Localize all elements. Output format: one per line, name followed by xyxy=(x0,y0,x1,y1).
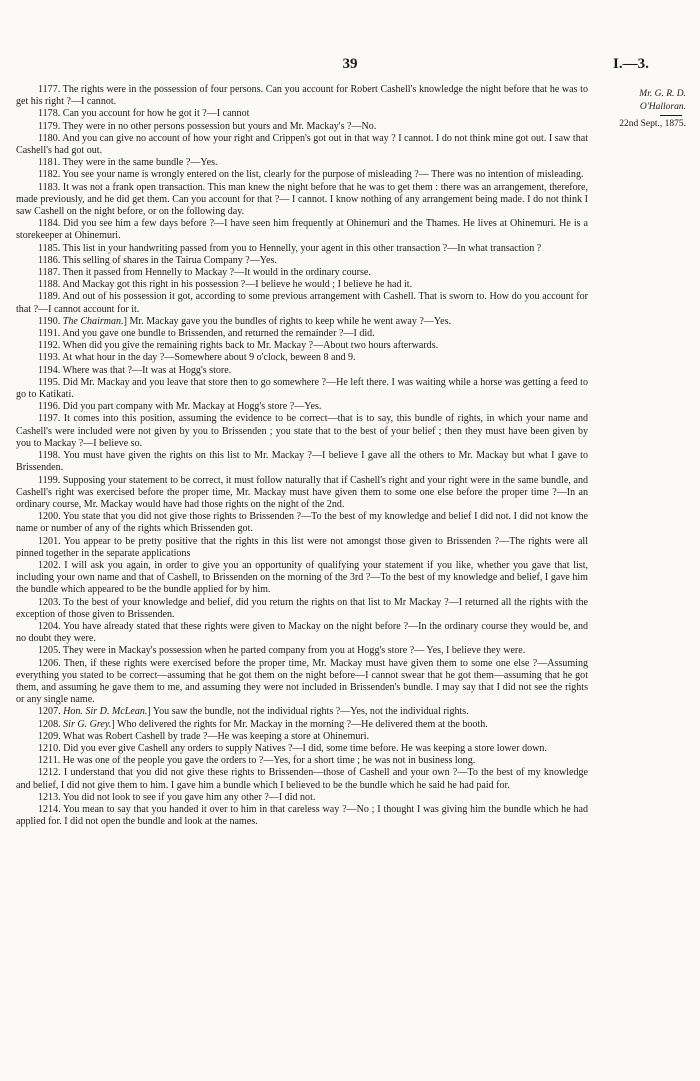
paragraph-text: 1188. And Mackay got this right in his possession ?—I believe he would ; I believe he had it. xyxy=(38,279,413,291)
page-reference: I.—3. xyxy=(613,56,649,72)
paragraph-text: 1206. Then, if these rights were exercised before the proper time, Mr. Mackay must have given them to some one else ?—Assuming everything you stated to be correct—assuming that he got them on the night before—I cannot swear that he got them—assuming that he got them, and assuming he gave them to me, and assuming they were not included in Brissenden's bundle. I may say that I did not see the rights or any single name. xyxy=(16,657,588,706)
paragraph-text: 1209. What was Robert Cashell by trade ?—He was keeping a store at Ohinemuri. xyxy=(38,730,369,742)
testimony-paragraph xyxy=(16,328,588,340)
testimony-paragraph xyxy=(16,597,588,621)
testimony-paragraph xyxy=(16,731,588,743)
paragraph-text-continued: ] You saw the bundle, not the individual rights ?—Yes, not the individual rights. xyxy=(147,706,469,718)
paragraph-text: 1196. Did you part company with Mr. Mackay at Hogg's store ?—Yes. xyxy=(38,401,322,413)
paragraph-text: 1207. xyxy=(38,706,64,718)
paragraph-text: 1214. You mean to say that you handed it over to him in that careless way ?—No ; I thought I was giving him the bundle which he had applied for. I did not open the bundle and look at the names. xyxy=(16,803,588,828)
testimony-paragraph xyxy=(16,645,588,657)
testimony-paragraph xyxy=(16,706,588,718)
testimony-paragraph xyxy=(16,792,588,804)
paragraph-text: 1205. They were in Mackay's possession when he parted company from you at Hogg's store ?— Yes, I believe they were. xyxy=(38,645,526,657)
testimony-paragraph xyxy=(16,450,588,474)
paragraph-text-continued: ] Who delivered the rights for Mr. Mackay in the morning ?—He delivered them at the booth. xyxy=(111,718,488,730)
testimony-paragraph xyxy=(16,291,588,315)
testimony-paragraph xyxy=(16,169,588,181)
paragraph-text: 1195. Did Mr. Mackay and you leave that store then to go somewhere ?—He left there. I was waiting while a horse was getting a feed to go to Katikati. xyxy=(16,376,588,401)
testimony-paragraph xyxy=(16,755,588,767)
testimony-paragraph xyxy=(16,279,588,291)
testimony-paragraph xyxy=(16,401,588,413)
testimony-paragraph xyxy=(16,621,588,645)
testimony-body xyxy=(16,84,588,828)
testimony-date: 22nd Sept., 1875. xyxy=(619,119,686,129)
testimony-paragraph xyxy=(16,255,588,267)
paragraph-text: 1193. At what hour in the day ?—Somewhere about 9 o'clock, beween 8 and 9. xyxy=(38,352,356,364)
paragraph-text: 1202. I will ask you again, in order to give you an opportunity of qualifying your statement if you like, whether you gave that list, including your own name and that of Cashell, to Brissenden on the morning of the 3rd ?—To the best of my knowledge and belief, I gave him the bundle which appeared to be the bundle applied for by him. xyxy=(16,559,588,596)
testimony-paragraph xyxy=(16,218,588,242)
paragraph-text: 1187. Then it passed from Hennelly to Mackay ?—It would in the ordinary course. xyxy=(38,267,371,279)
paragraph-text: 1180. And you can give no account of how your right and Crippen's got out in that way ? I cannot. I do not think mine got out. I saw that Cashell's had got out. xyxy=(16,132,588,157)
testimony-paragraph xyxy=(16,719,588,731)
paragraph-text: 1179. They were in no other persons possession but yours and Mr. Mackay's ?—No. xyxy=(38,120,377,132)
paragraph-text: 1190. xyxy=(38,315,63,327)
testimony-paragraph xyxy=(16,767,588,791)
speaker-name: Hon. Sir D. McLean. xyxy=(63,706,148,718)
paragraph-text: 1181. They were in the same bundle ?—Yes. xyxy=(38,157,218,169)
testimony-paragraph xyxy=(16,121,588,133)
paragraph-text: 1199. Supposing your statement to be correct, it must follow naturally that if Cashell's right and your right were in the same bundle, and Cashell's right was exercised before the proper time, Mr. Mackay must have given them to some one else before the proper time ?—In an ordinary course, Mr. Mackay would have had those rights on the night of the 2nd. xyxy=(16,474,588,510)
speaker-name: Sir G. Grey. xyxy=(63,718,112,730)
paragraph-text: 1200. You state that you did not give those rights to Brissenden ?—To the best of my knowledge and belief I did not. I did not know the name or number of any of the rights which Brissenden got. xyxy=(16,511,588,535)
testimony-paragraph xyxy=(16,365,588,377)
testimony-paragraph xyxy=(16,316,588,328)
testimony-paragraph xyxy=(16,536,588,560)
testimony-paragraph xyxy=(16,108,588,120)
margin-note xyxy=(596,88,686,131)
testimony-paragraph xyxy=(16,658,588,707)
paragraph-text: 1213. You did not look to see if you gave him any other ?—I did not. xyxy=(38,791,316,803)
paragraph-text: 1184. Did you see him a few days before ?—I have seen him frequently at Ohinemuri and the Thames. He lives at Ohinemuri. He is a storekeeper at Ohinemuri. xyxy=(16,218,588,242)
paragraph-text: 1185. This list in your handwriting passed from you to Hennelly, your agent in this other transaction ?—In what transaction ? xyxy=(38,242,542,254)
paragraph-text: 1212. I understand that you did not give these rights to Brissenden—those of Cashell and your own ?—To the best of my knowledge and belief, I did not give them to him. I gave him a bundle which I believed to be the bundle which he said he had paid for. xyxy=(16,767,588,791)
paragraph-text: 1208. xyxy=(38,718,64,730)
paragraph-text: 1177. The rights were in the possession of four persons. Can you account for Robert Cashell's knowledge the night before that he was to get his right ?—I cannot. xyxy=(16,84,588,108)
testimony-paragraph xyxy=(16,511,588,535)
paragraph-text: 1203. To the best of your knowledge and belief, did you return the rights on that list to Mr Mackay ?—I returned all the rights with the exception of those given to Brissenden. xyxy=(16,596,588,620)
testimony-paragraph xyxy=(16,243,588,255)
testimony-paragraph xyxy=(16,182,588,219)
testimony-paragraph xyxy=(16,157,588,169)
testimony-paragraph xyxy=(16,84,588,108)
paragraph-text: 1191. And you gave one bundle to Brissenden, and returned the remainder ?—I did. xyxy=(38,328,375,340)
testimony-paragraph xyxy=(16,377,588,401)
paragraph-text: 1201. You appear to be pretty positive that the rights in this list were not amongst those given to Brissenden ?—The rights were all pinned together in the separate applications xyxy=(16,535,588,559)
testimony-paragraph xyxy=(16,475,588,512)
testimony-paragraph xyxy=(16,267,588,279)
paragraph-text: 1197. It comes into this position, assuming the evidence to be correct—that is to say, this bundle of rights, in which your name and Cashell's were included were not given by you to Brissenden ; you state that to the best of your belief ; then they must have been given by you to Mackay ?—I believe so. xyxy=(16,413,588,449)
testimony-paragraph xyxy=(16,743,588,755)
paragraph-text: 1210. Did you ever give Cashell any orders to supply Natives ?—I did, some time before. He was keeping a store lower down. xyxy=(38,742,547,754)
testimony-paragraph xyxy=(16,352,588,364)
paragraph-text: 1192. When did you give the remaining rights back to Mr. Mackay ?—About two hours afterwards. xyxy=(38,340,439,352)
paragraph-text: 1182. You see your name is wrongly entered on the list, clearly for the purpose of misleading ?— There was no intention of misleading. xyxy=(38,169,584,181)
paragraph-text: 1178. Can you account for how he got it ?—I cannot xyxy=(38,108,250,120)
paragraph-text: 1183. It was not a frank open transaction. This man knew the night before that he was to get them : there was an arrangement, therefore, made previously, and he did get them. Can you account for that ?— I cannot. I know nothing of any arrangement being made. I do not think I saw Cashell on the night before, or on the following day. xyxy=(16,181,588,218)
testimony-paragraph xyxy=(16,133,588,157)
paragraph-text: 1198. You must have given the rights on this list to Mr. Mackay ?—I believe I gave all the others to Mr. Mackay but what I gave to Brissenden. xyxy=(16,450,588,474)
testimony-paragraph xyxy=(16,413,588,450)
paragraph-text: 1211. He was one of the people you gave the orders to ?—Yes, for a short time ; he was not in business long. xyxy=(38,755,476,767)
paragraph-text: 1204. You have already stated that these rights were given to Mackay on the night before ?—In the ordinary course they would be, and no doubt they were. xyxy=(16,620,588,645)
page-number: 39 xyxy=(342,56,358,72)
paragraph-text-continued: ] Mr. Mackay gave you the bundles of rights to keep while he went away ?—Yes. xyxy=(123,315,451,327)
witness-name: Mr. G. R. D. O'Halloran. xyxy=(639,89,686,112)
paragraph-text: 1189. And out of his possession it got, according to some previous arrangement with Cashell. That is sworn to. How do you account for that ?—I cannot account for it. xyxy=(16,291,588,315)
paragraph-text: 1194. Where was that ?—It was at Hogg's store. xyxy=(38,364,232,376)
testimony-paragraph xyxy=(16,560,588,597)
margin-rule xyxy=(660,115,682,116)
speaker-name: The Chairman. xyxy=(62,315,124,327)
testimony-paragraph xyxy=(16,804,588,828)
testimony-paragraph xyxy=(16,340,588,352)
paragraph-text: 1186. This selling of shares in the Tairua Company ?—Yes. xyxy=(38,254,277,266)
